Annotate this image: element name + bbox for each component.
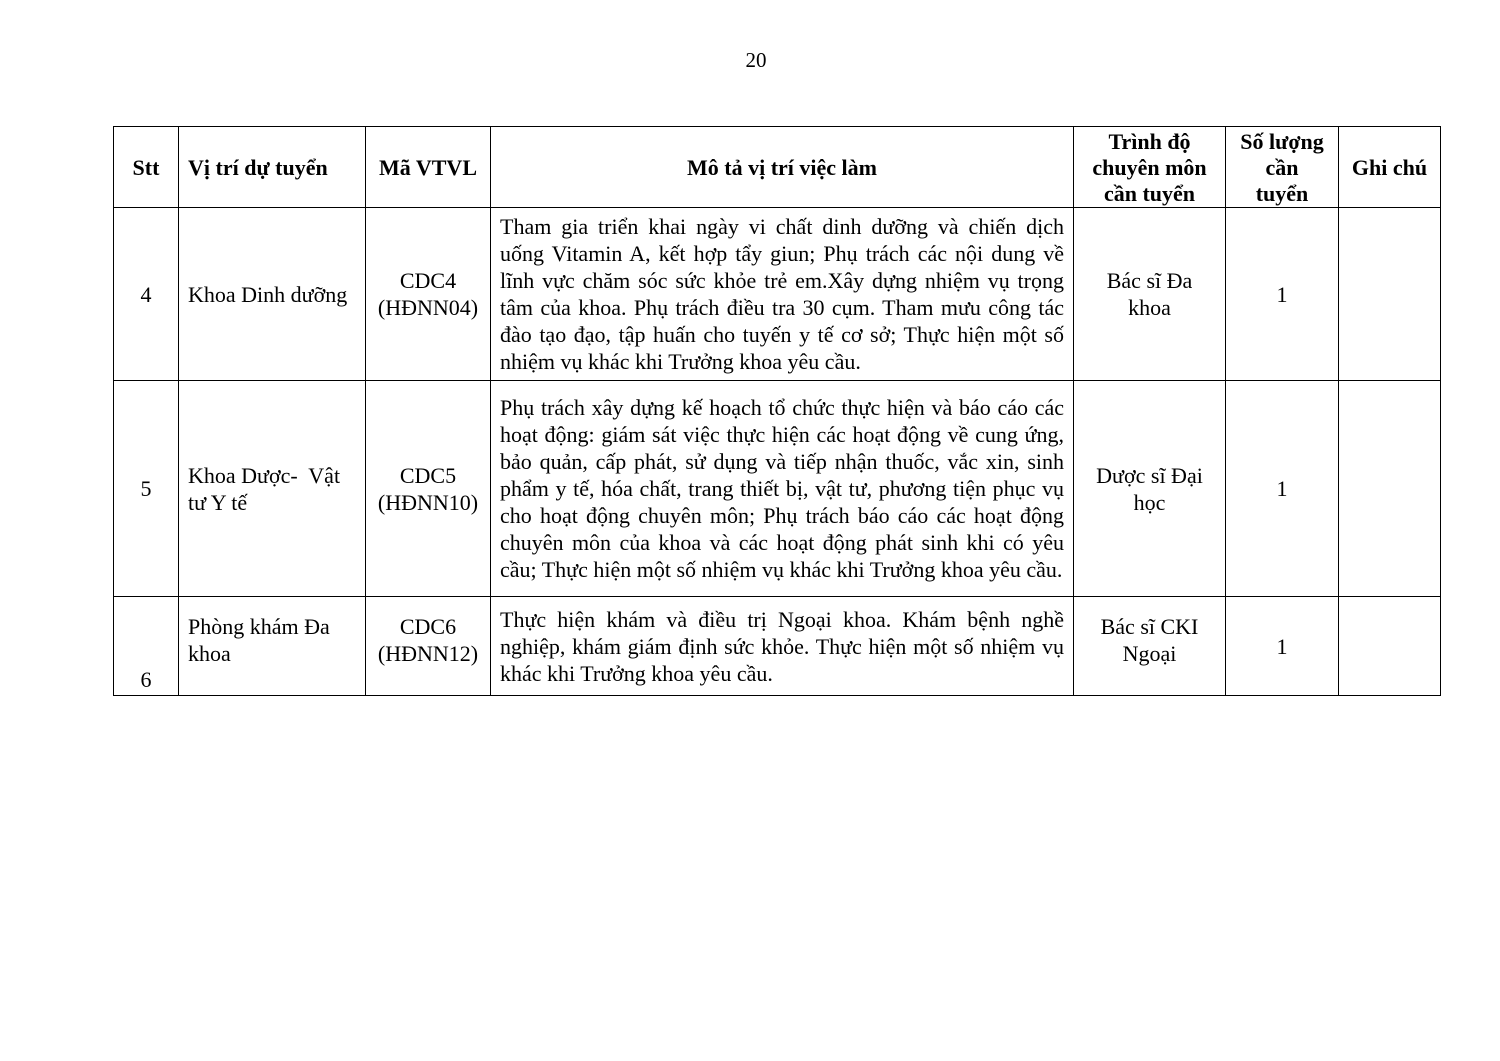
header-qualification bbox=[1074, 127, 1226, 208]
header-stt: Stt bbox=[114, 127, 179, 208]
cell-qualification-line: Ngoại bbox=[1122, 641, 1177, 666]
cell-code-line: CDC4 bbox=[399, 268, 457, 293]
cell-position-line: tư Y tế bbox=[188, 489, 248, 515]
table-row bbox=[114, 208, 1441, 381]
cell-position-line: Phòng khám Đa bbox=[188, 614, 330, 639]
cell-quantity: 1 bbox=[1226, 208, 1339, 381]
cell-code bbox=[366, 208, 491, 381]
recruitment-table bbox=[113, 126, 1441, 696]
cell-quantity: 1 bbox=[1226, 597, 1339, 696]
cell-code-line: (HĐNN12) bbox=[377, 641, 479, 666]
header-quantity-line: Số lượng bbox=[1240, 129, 1324, 154]
cell-note bbox=[1339, 597, 1441, 696]
cell-position bbox=[179, 208, 366, 381]
cell-position bbox=[179, 381, 366, 597]
header-quantity bbox=[1226, 127, 1339, 208]
header-note: Ghi chú bbox=[1339, 127, 1441, 208]
table-header-row bbox=[114, 127, 1441, 208]
cell-description: Phụ trách xây dựng kế hoạch tổ chức thực hiện và báo cáo các hoạt động: giám sát việc thực hiện các hoạt động về cung ứng, bảo quản, cấp phát, sử dụng và tiếp nhận thuốc, vắc xin, sinh phẩm y tế, hóa chất, trang thiết bị, vật tư, phương tiện phục vụ cho hoạt động chuyên môn; Phụ trách báo cáo các hoạt động chuyên môn của khoa và các hoạt động phát sinh khi có yêu cầu; Thực hiện một số nhiệm vụ khác khi Trưởng khoa yêu cầu. bbox=[491, 381, 1074, 597]
cell-code-line: (HĐNN10) bbox=[377, 489, 479, 515]
cell-position-line: Khoa Dược- Vật bbox=[188, 462, 341, 488]
table-row bbox=[114, 381, 1441, 597]
cell-code-line: CDC5 bbox=[399, 462, 457, 488]
cell-code-line: (HĐNN04) bbox=[377, 295, 479, 320]
header-code: Mã VTVL bbox=[366, 127, 491, 208]
cell-stt: 5 bbox=[114, 381, 179, 597]
cell-qualification-line: Bác sĩ CKI bbox=[1100, 614, 1199, 639]
cell-quantity: 1 bbox=[1226, 381, 1339, 597]
header-quantity-line: tuyển bbox=[1255, 181, 1309, 206]
header-description: Mô tả vị trí việc làm bbox=[491, 127, 1074, 208]
cell-position bbox=[179, 597, 366, 696]
cell-description: Thực hiện khám và điều trị Ngoại khoa. Khám bệnh nghề nghiệp, khám giám định sức khỏe. Thực hiện một số nhiệm vụ khác khi Trưởng khoa yêu cầu. bbox=[491, 597, 1074, 696]
cell-qualification bbox=[1074, 381, 1226, 597]
cell-qualification-line: học bbox=[1133, 489, 1166, 515]
cell-qualification-line: khoa bbox=[1128, 295, 1171, 320]
cell-position-line: khoa bbox=[188, 641, 231, 666]
header-qualification-line: chuyên môn bbox=[1092, 155, 1207, 180]
cell-stt: 4 bbox=[114, 208, 179, 381]
cell-qualification bbox=[1074, 208, 1226, 381]
header-quantity-line: cần bbox=[1265, 155, 1299, 180]
header-qualification-line: Trình độ bbox=[1108, 129, 1191, 154]
cell-qualification bbox=[1074, 597, 1226, 696]
cell-qualification-line: Bác sĩ Đa bbox=[1106, 268, 1193, 293]
cell-position-line: Khoa Dinh dưỡng bbox=[188, 281, 348, 307]
table-row bbox=[114, 597, 1441, 696]
cell-stt: 6 bbox=[114, 597, 179, 696]
page-number: 20 bbox=[745, 48, 767, 72]
cell-qualification-line: Dược sĩ Đại bbox=[1096, 462, 1203, 488]
cell-note bbox=[1339, 381, 1441, 597]
cell-code bbox=[366, 597, 491, 696]
cell-description: Tham gia triển khai ngày vi chất dinh dưỡng và chiến dịch uống Vitamin A, kết hợp tẩy giun; Phụ trách các nội dung về lĩnh vực chăm sóc sức khỏe trẻ em.Xây dựng nhiệm vụ trọng tâm của khoa. Phụ trách điều tra 30 cụm. Tham mưu công tác đào tạo đạo, tập huấn cho tuyến y tế cơ sở; Thực hiện một số nhiệm vụ khác khi Trưởng khoa yêu cầu. bbox=[491, 208, 1074, 381]
cell-note bbox=[1339, 208, 1441, 381]
cell-code-line: CDC6 bbox=[399, 614, 457, 639]
header-qualification-line: cần tuyển bbox=[1103, 181, 1196, 206]
cell-code bbox=[366, 381, 491, 597]
header-position: Vị trí dự tuyển bbox=[179, 127, 366, 208]
